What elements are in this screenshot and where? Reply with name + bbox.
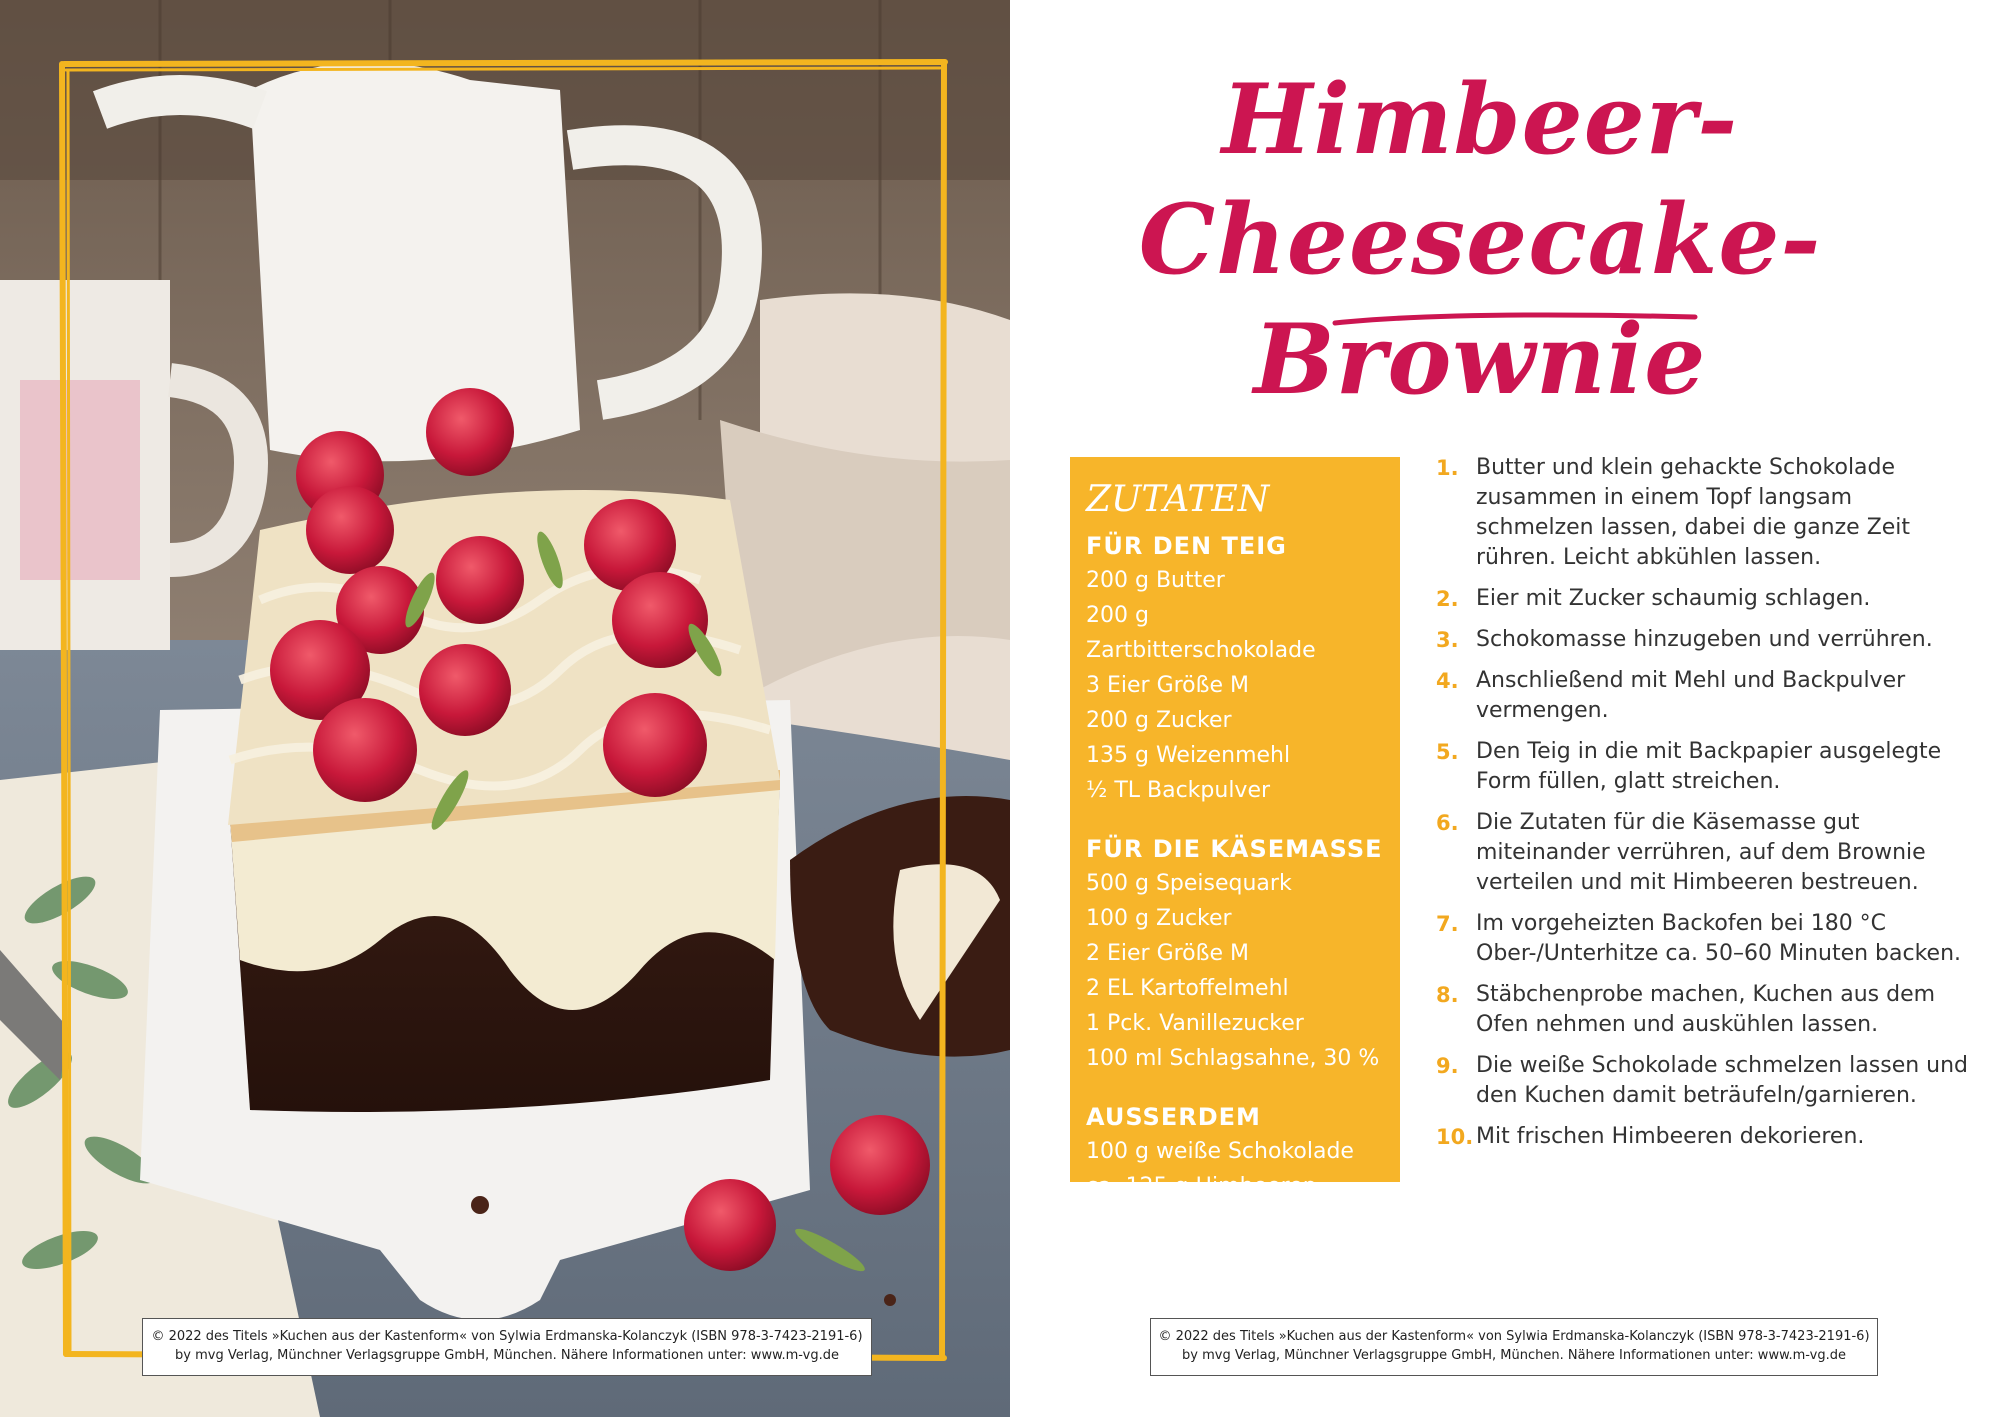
recipe-title [1030, 60, 1930, 420]
ingredient-item: 2 EL Kartoffelmehl [1086, 976, 1289, 1001]
step-number: 1. [1436, 456, 1459, 480]
step-text: Im vorgeheizten Backofen bei 180 °C Ober-/Unterhitze ca. 50–60 Minuten backen. [1476, 911, 1962, 966]
step-text: Stäbchenprobe machen, Kuchen aus dem Ofen nehmen und auskühlen lassen. [1476, 982, 1936, 1037]
ingredient-item: ca. 125 g Himbeeren [1086, 1174, 1317, 1199]
step-number: 5. [1436, 740, 1459, 764]
step-item [1432, 980, 1972, 1040]
step-number: 7. [1436, 912, 1459, 936]
ingredient-item: 100 g weiße Schokolade [1086, 1139, 1354, 1164]
ingredients-box [1070, 457, 1400, 1199]
ingredient-item: 2 Eier Größe M [1086, 941, 1250, 966]
step-number: 4. [1436, 669, 1459, 693]
step-item [1432, 453, 1972, 573]
ingredient-item: 3 Eier Größe M [1086, 673, 1250, 698]
step-number: 10. [1436, 1125, 1474, 1149]
step-text: Butter und klein gehackte Schokolade zusammen in einem Topf langsam schmelzen lassen, dabei die ganze Zeit rühren. Leicht abkühlen lassen. [1476, 455, 1911, 570]
step-text: Den Teig in die mit Backpapier ausgelegte Form füllen, glatt streichen. [1476, 739, 1942, 794]
step-item [1432, 1122, 1972, 1152]
step-number: 3. [1436, 628, 1459, 652]
ingredient-item: 1 Pck. Vanillezucker [1086, 1011, 1304, 1036]
ingredient-item: 500 g Speisequark [1086, 871, 1292, 896]
title-line-1: Himbeer-Cheesecake- [1138, 63, 1822, 296]
credit-line-2: by mvg Verlag, Münchner Verlagsgruppe GmbH, München. Nähere Informationen unter: www.m-vg.de [175, 1348, 839, 1363]
credit-line-2: by mvg Verlag, Münchner Verlagsgruppe GmbH, München. Nähere Informationen unter: www.m-vg.de [1182, 1348, 1846, 1363]
ingredient-item: 200 g Zartbitterschokolade [1086, 603, 1316, 663]
step-item [1432, 737, 1972, 797]
copyright-notice-right [1150, 1318, 1878, 1376]
ingredient-item: 100 g Zucker [1086, 906, 1232, 931]
step-text: Die Zutaten für die Käsemasse gut miteinander verrühren, auf dem Brownie verteilen und mit Himbeeren bestreuen. [1476, 810, 1926, 895]
step-text: Mit frischen Himbeeren dekorieren. [1476, 1124, 1865, 1149]
step-text: Eier mit Zucker schaumig schlagen. [1476, 586, 1871, 611]
step-item [1432, 909, 1972, 969]
section-title: AUSSERDEM [1086, 1103, 1261, 1131]
step-number: 6. [1436, 811, 1459, 835]
ingredient-item: 200 g Zucker [1086, 708, 1232, 733]
copyright-notice-left [142, 1318, 872, 1376]
title-underline [1330, 305, 1700, 335]
step-number: 2. [1436, 587, 1459, 611]
step-item [1432, 666, 1972, 726]
step-item [1432, 584, 1972, 614]
section-title: FÜR DEN TEIG [1086, 532, 1287, 560]
ingredient-item: ½ TL Backpulver [1086, 778, 1271, 803]
step-item [1432, 625, 1972, 655]
instructions-list [1432, 453, 1972, 1163]
section-title: FÜR DIE KÄSEMASSE [1086, 835, 1383, 863]
step-item [1432, 808, 1972, 898]
step-item [1432, 1051, 1972, 1111]
step-text: Die weiße Schokolade schmelzen lassen und den Kuchen damit beträufeln/garnieren. [1476, 1053, 1969, 1108]
step-text: Schokomasse hinzugeben und verrühren. [1476, 627, 1933, 652]
credit-line-1: © 2022 des Titels »Kuchen aus der Kastenform« von Sylwia Erdmanska-Kolanczyk (ISBN 978-3-7423-2191-6) [151, 1329, 863, 1344]
ingredients-heading: ZUTATEN [1086, 479, 1270, 520]
title-line-2: Brownie [1253, 303, 1707, 416]
ingredient-item: 200 g Butter [1086, 568, 1225, 593]
step-number: 8. [1436, 983, 1459, 1007]
step-text: Anschließend mit Mehl und Backpulver vermengen. [1476, 668, 1906, 723]
ingredient-item: 135 g Weizenmehl [1086, 743, 1291, 768]
step-number: 9. [1436, 1054, 1459, 1078]
ingredient-item: 100 ml Schlagsahne, 30 % [1086, 1046, 1380, 1071]
credit-line-1: © 2022 des Titels »Kuchen aus der Kastenform« von Sylwia Erdmanska-Kolanczyk (ISBN 978-3-7423-2191-6) [1158, 1329, 1870, 1344]
